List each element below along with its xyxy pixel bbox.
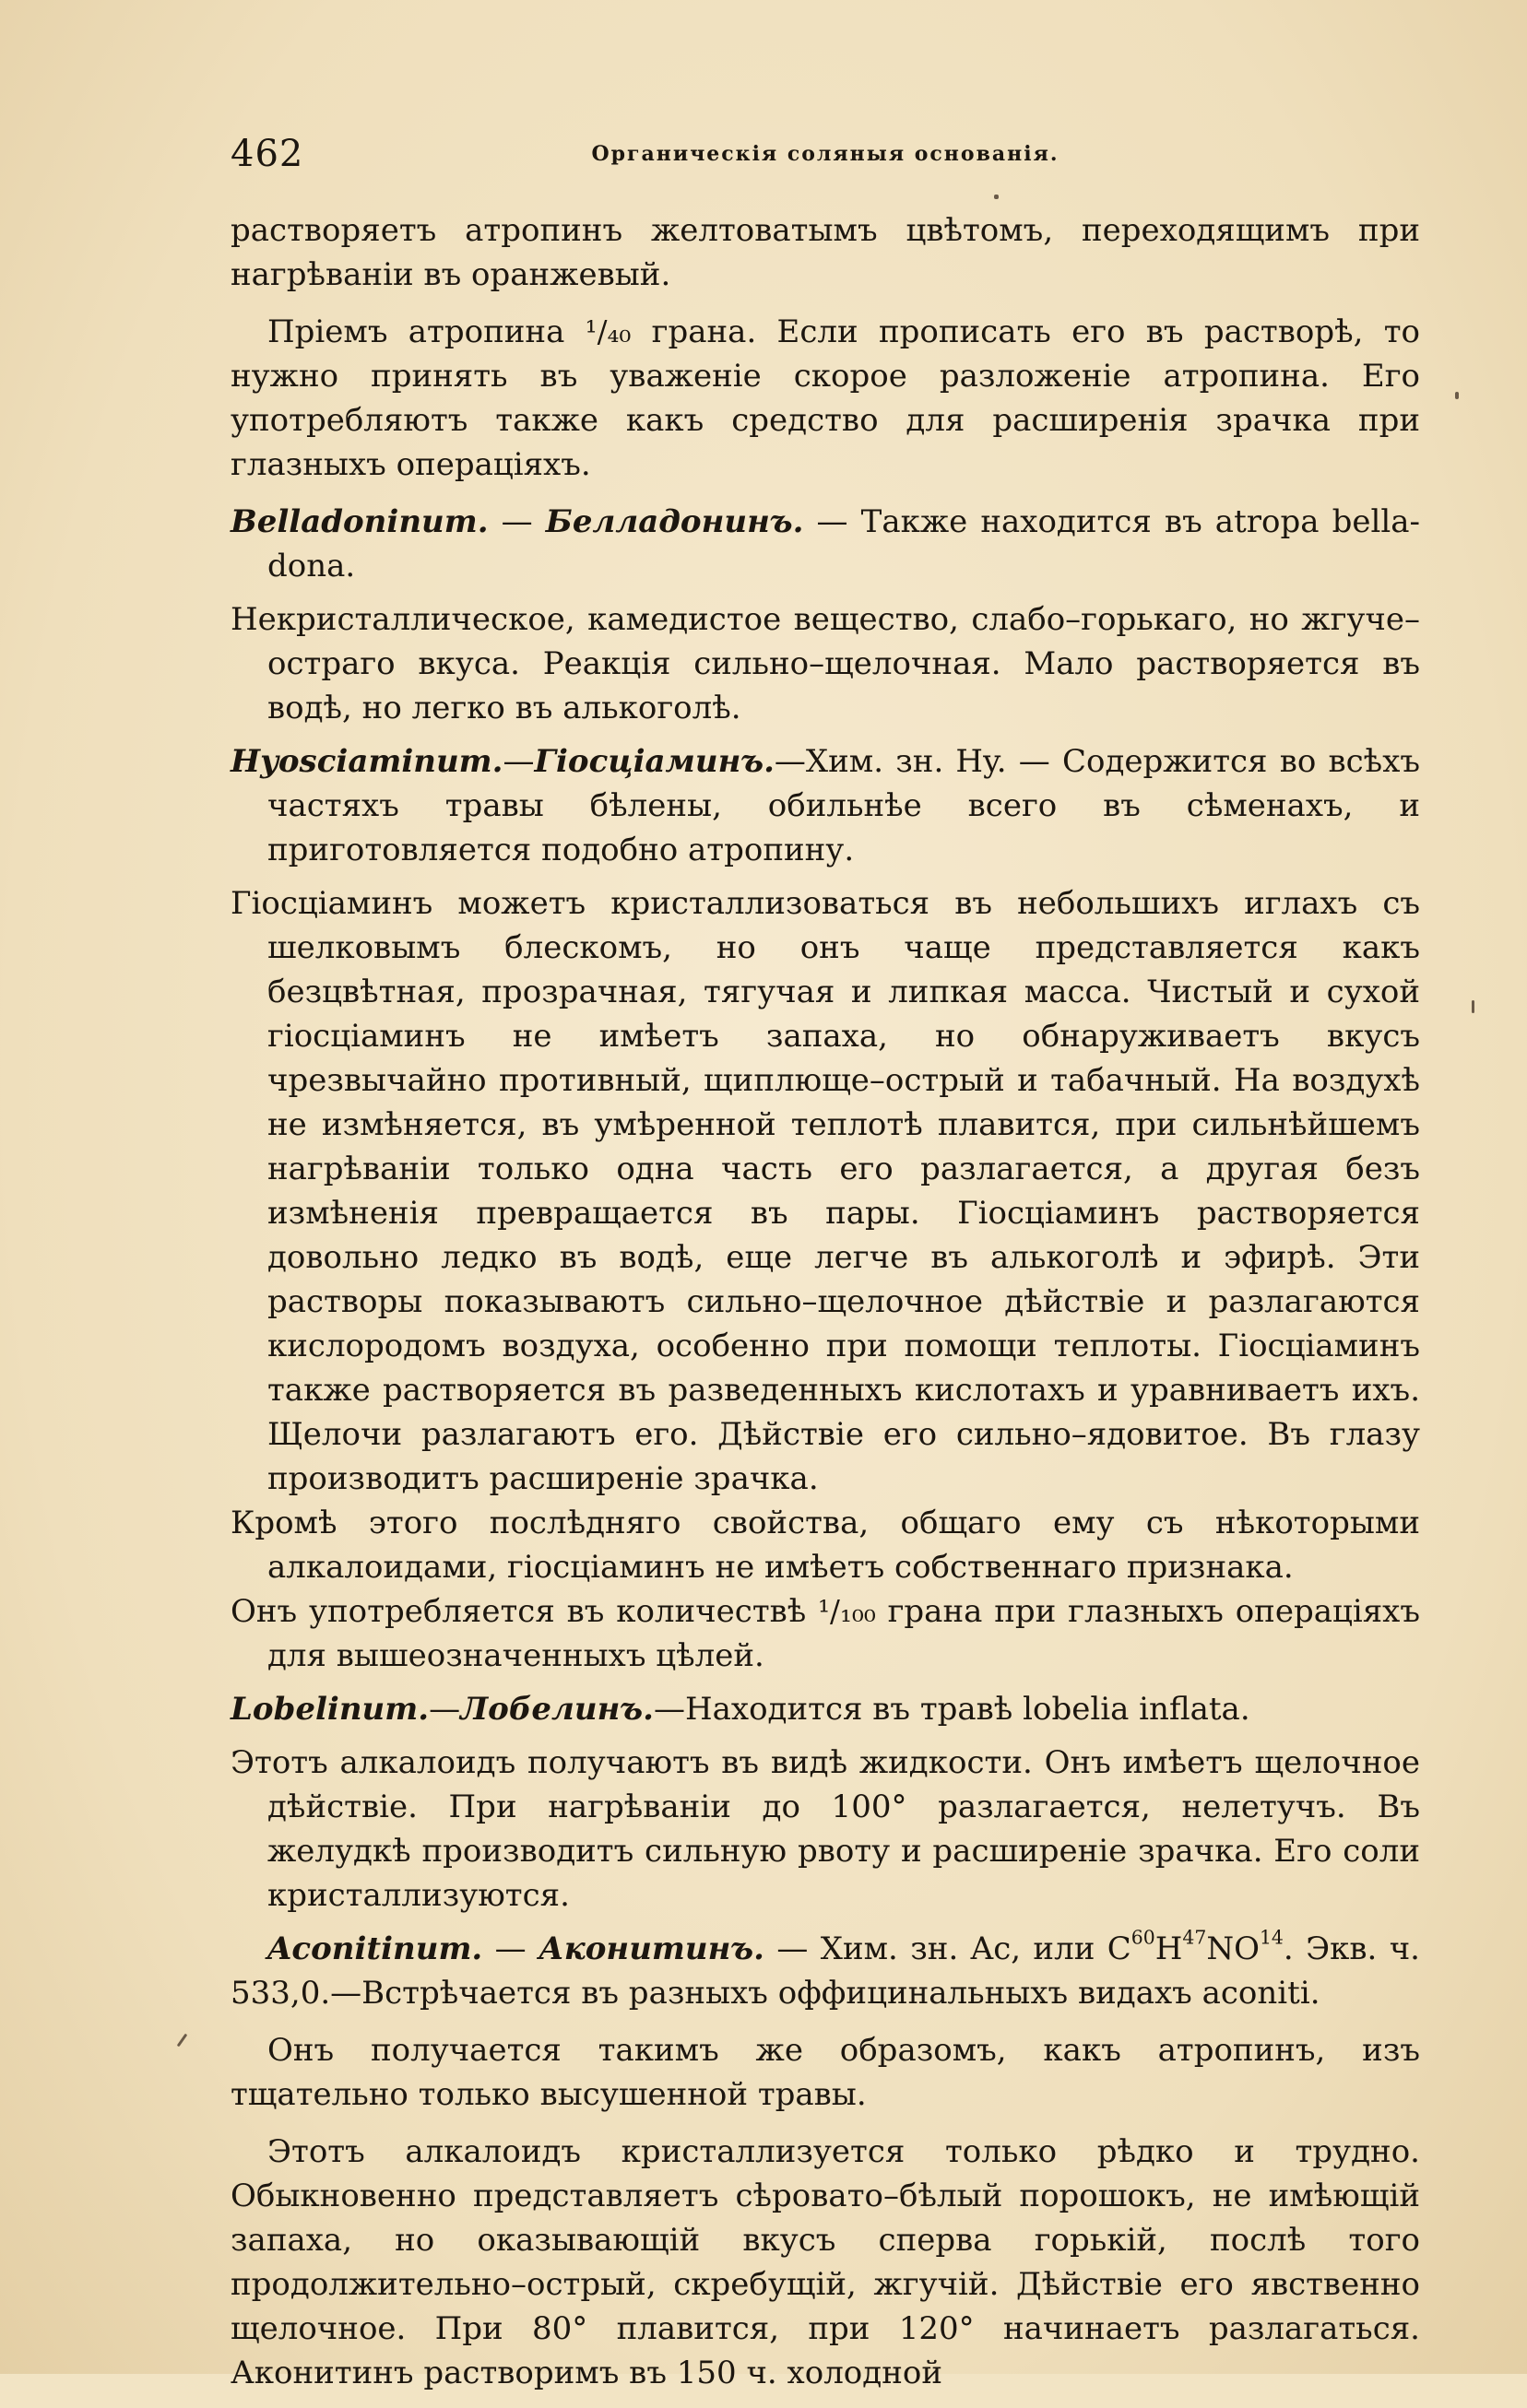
body-text [231, 208, 1420, 2408]
entry-latin-name: Belladoninum. [231, 503, 489, 540]
entry-latin-name: Aconitinum. [267, 1930, 483, 1967]
paragraph-lobelinum-properties: Этотъ алкалоидъ получаютъ въ видѣ жидкости. Онъ имѣетъ щелочное дѣйствіе. При нагрѣваніи до 100° разлагается, нелетучъ. Въ желудкѣ производитъ сильную рвоту и расширеніе зрачка. Его соли кристаллизуются. [231, 1744, 1420, 1914]
entry-russian-name: Гіосціаминъ. [534, 743, 775, 780]
page-number: 462 [231, 133, 304, 175]
formula-subscript: 47 [1182, 1926, 1207, 1949]
paper-speck [1455, 392, 1459, 399]
entry-description: —Хим. зн. Hy. — Содержится во всѣхъ частяхъ травы бѣлены, обильнѣе всего въ сѣменахъ, и приготовляется подобно атропину. [267, 743, 1420, 868]
running-title: Органическія соляныя основанія. [591, 142, 1059, 166]
paper-speck [994, 195, 999, 199]
text-fragment: грана. Если прописать его въ растворѣ, то нужно принять въ уваженіе скорое разложеніе атропина. Его употребляютъ также какъ средство для расширенія зрачка при глазныхъ операціяхъ. [231, 313, 1420, 483]
text-fragment: — Хим. зн. Ac, или C [764, 1930, 1131, 1967]
paragraph-atropine-dose [231, 310, 1420, 487]
text-fragment: H [1154, 1930, 1183, 1967]
dose-fraction: ¹/₄₀ [585, 314, 632, 349]
paragraph-belladoninum-properties: Некристаллическое, камедистое вещество, слабо–горькаго, но жгуче–остраго вкуса. Реакція сильно–щелочная. Мало растворяется въ водѣ, но легко въ алькоголѣ. [231, 601, 1420, 726]
formula-subscript: 14 [1259, 1926, 1284, 1949]
paper-speck [1472, 1000, 1474, 1013]
entry-russian-name: Лобелинъ. [460, 1691, 654, 1728]
entry-aconitinum: Aconitinum. — Аконитинъ. — Хим. зн. Ac, или $C^{60}H^{47}NO^{14}$. Экв. ч. 533,0.—Встрѣчается въ разныхъ оффицинальныхъ видахъ aconiti. [231, 1926, 1420, 2012]
text-fragment: Пріемъ атропина [267, 313, 586, 350]
entry-belladoninum: Belladoninum. — Белладонинъ. — Также находится въ atropa bella-dona. [231, 503, 1420, 584]
entry-lobelinum: Lobelinum.—Лобелинъ.—Находится въ травѣ lobelia inflata. [231, 1691, 1250, 1728]
paragraph-hyoscyaminum-properties: Гіосціаминъ можетъ кристаллизоваться въ небольшихъ иглахъ съ шелковымъ блескомъ, но онъ чаще представляется какъ безцвѣтная, прозрачная, тягучая и липкая масса. Чистый и сухой гіосціаминъ не имѣетъ запаха, но обнаруживаетъ вкусъ чрезвычайно противный, щиплюще–острый и табачный. На воздухѣ не измѣняется, въ умѣренной теплотѣ плавится, при сильнѣйшемъ нагрѣваніи только одна часть его разлагается, а другая безъ измѣненія превращается въ пары. Гіосціаминъ растворяется довольно ледко въ водѣ, еще легче въ алькоголѣ и эфирѣ. Эти растворы показываютъ сильно–щелочное дѣйствіе и разлагаются кислородомъ воздуха, особенно при помощи теплоты. Гіосціаминъ также растворяется въ разведенныхъ кислотахъ и уравниваетъ ихъ. Щелочи разлагаютъ его. Дѣйствіе его сильно–ядовитое. Въ глазу производитъ расширеніе зрачка. [231, 885, 1420, 1497]
entry-description: — Также находится въ atropa bella-dona. [267, 503, 1420, 584]
text-fragment: . Экв. ч. 533,0.—Встрѣчается въ разныхъ оффицинальныхъ видахъ aconiti. [231, 1930, 1420, 2012]
paragraph-hyoscyaminum-dose [231, 1589, 1420, 1678]
entry-description: —Находится въ травѣ lobelia inflata. [653, 1691, 1250, 1728]
paragraph-hyoscyaminum-note: Кромѣ этого послѣдняго свойства, общаго ему съ нѣкоторыми алкалоидами, гіосціаминъ не имѣетъ собственнаго признака. [231, 1505, 1420, 1586]
text-fragment: грана при глазныхъ операціяхъ для вышеозначенныхъ цѣлей. [267, 1593, 1420, 1674]
paragraph-aconitinum-preparation: Онъ получается такимъ же образомъ, какъ атропинъ, изъ тщательно только высушенной травы. [231, 2032, 1420, 2113]
entry-russian-name: Аконитинъ. [539, 1930, 764, 1967]
paragraph-aconitinum-properties: Этотъ алкалоидъ кристаллизуется только рѣдко и трудно. Обыкновенно представляетъ сѣровато–бѣлый порошокъ, не имѣющій запаха, но оказывающій вкусъ сперва горькій, послѣ того продолжительно–острый, скребущій, жгучій. Дѣйствіе его явственно щелочное. При 80° плавится, при 120° начинаетъ разлагаться. Аконитинъ растворимъ въ 150 ч. холодной [231, 2133, 1420, 2391]
dose-fraction: ¹/₁₀₀ [818, 1594, 876, 1629]
paper-speck [177, 2034, 188, 2048]
entry-hyoscyaminum: Hyosciaminum.—Гіосціаминъ.—Хим. зн. Hy. — Содержится во всѣхъ частяхъ травы бѣлены, обильнѣе всего въ сѣменахъ, и приготовляется подобно атропину. [231, 743, 1420, 868]
entry-russian-name: Белладонинъ. [545, 503, 804, 540]
page-header [231, 133, 1420, 175]
paragraph-atropine-color: растворяетъ атропинъ желтоватымъ цвѣтомъ, переходящимъ при нагрѣваніи въ оранжевый. [231, 212, 1420, 293]
entry-latin-name: Lobelinum. [231, 1691, 430, 1728]
entry-latin-name: Hyosciaminum. [231, 743, 503, 780]
formula-subscript: 60 [1130, 1926, 1155, 1949]
text-fragment: Онъ употребляется въ количествѣ [231, 1593, 819, 1630]
text-fragment: NO [1206, 1930, 1260, 1967]
